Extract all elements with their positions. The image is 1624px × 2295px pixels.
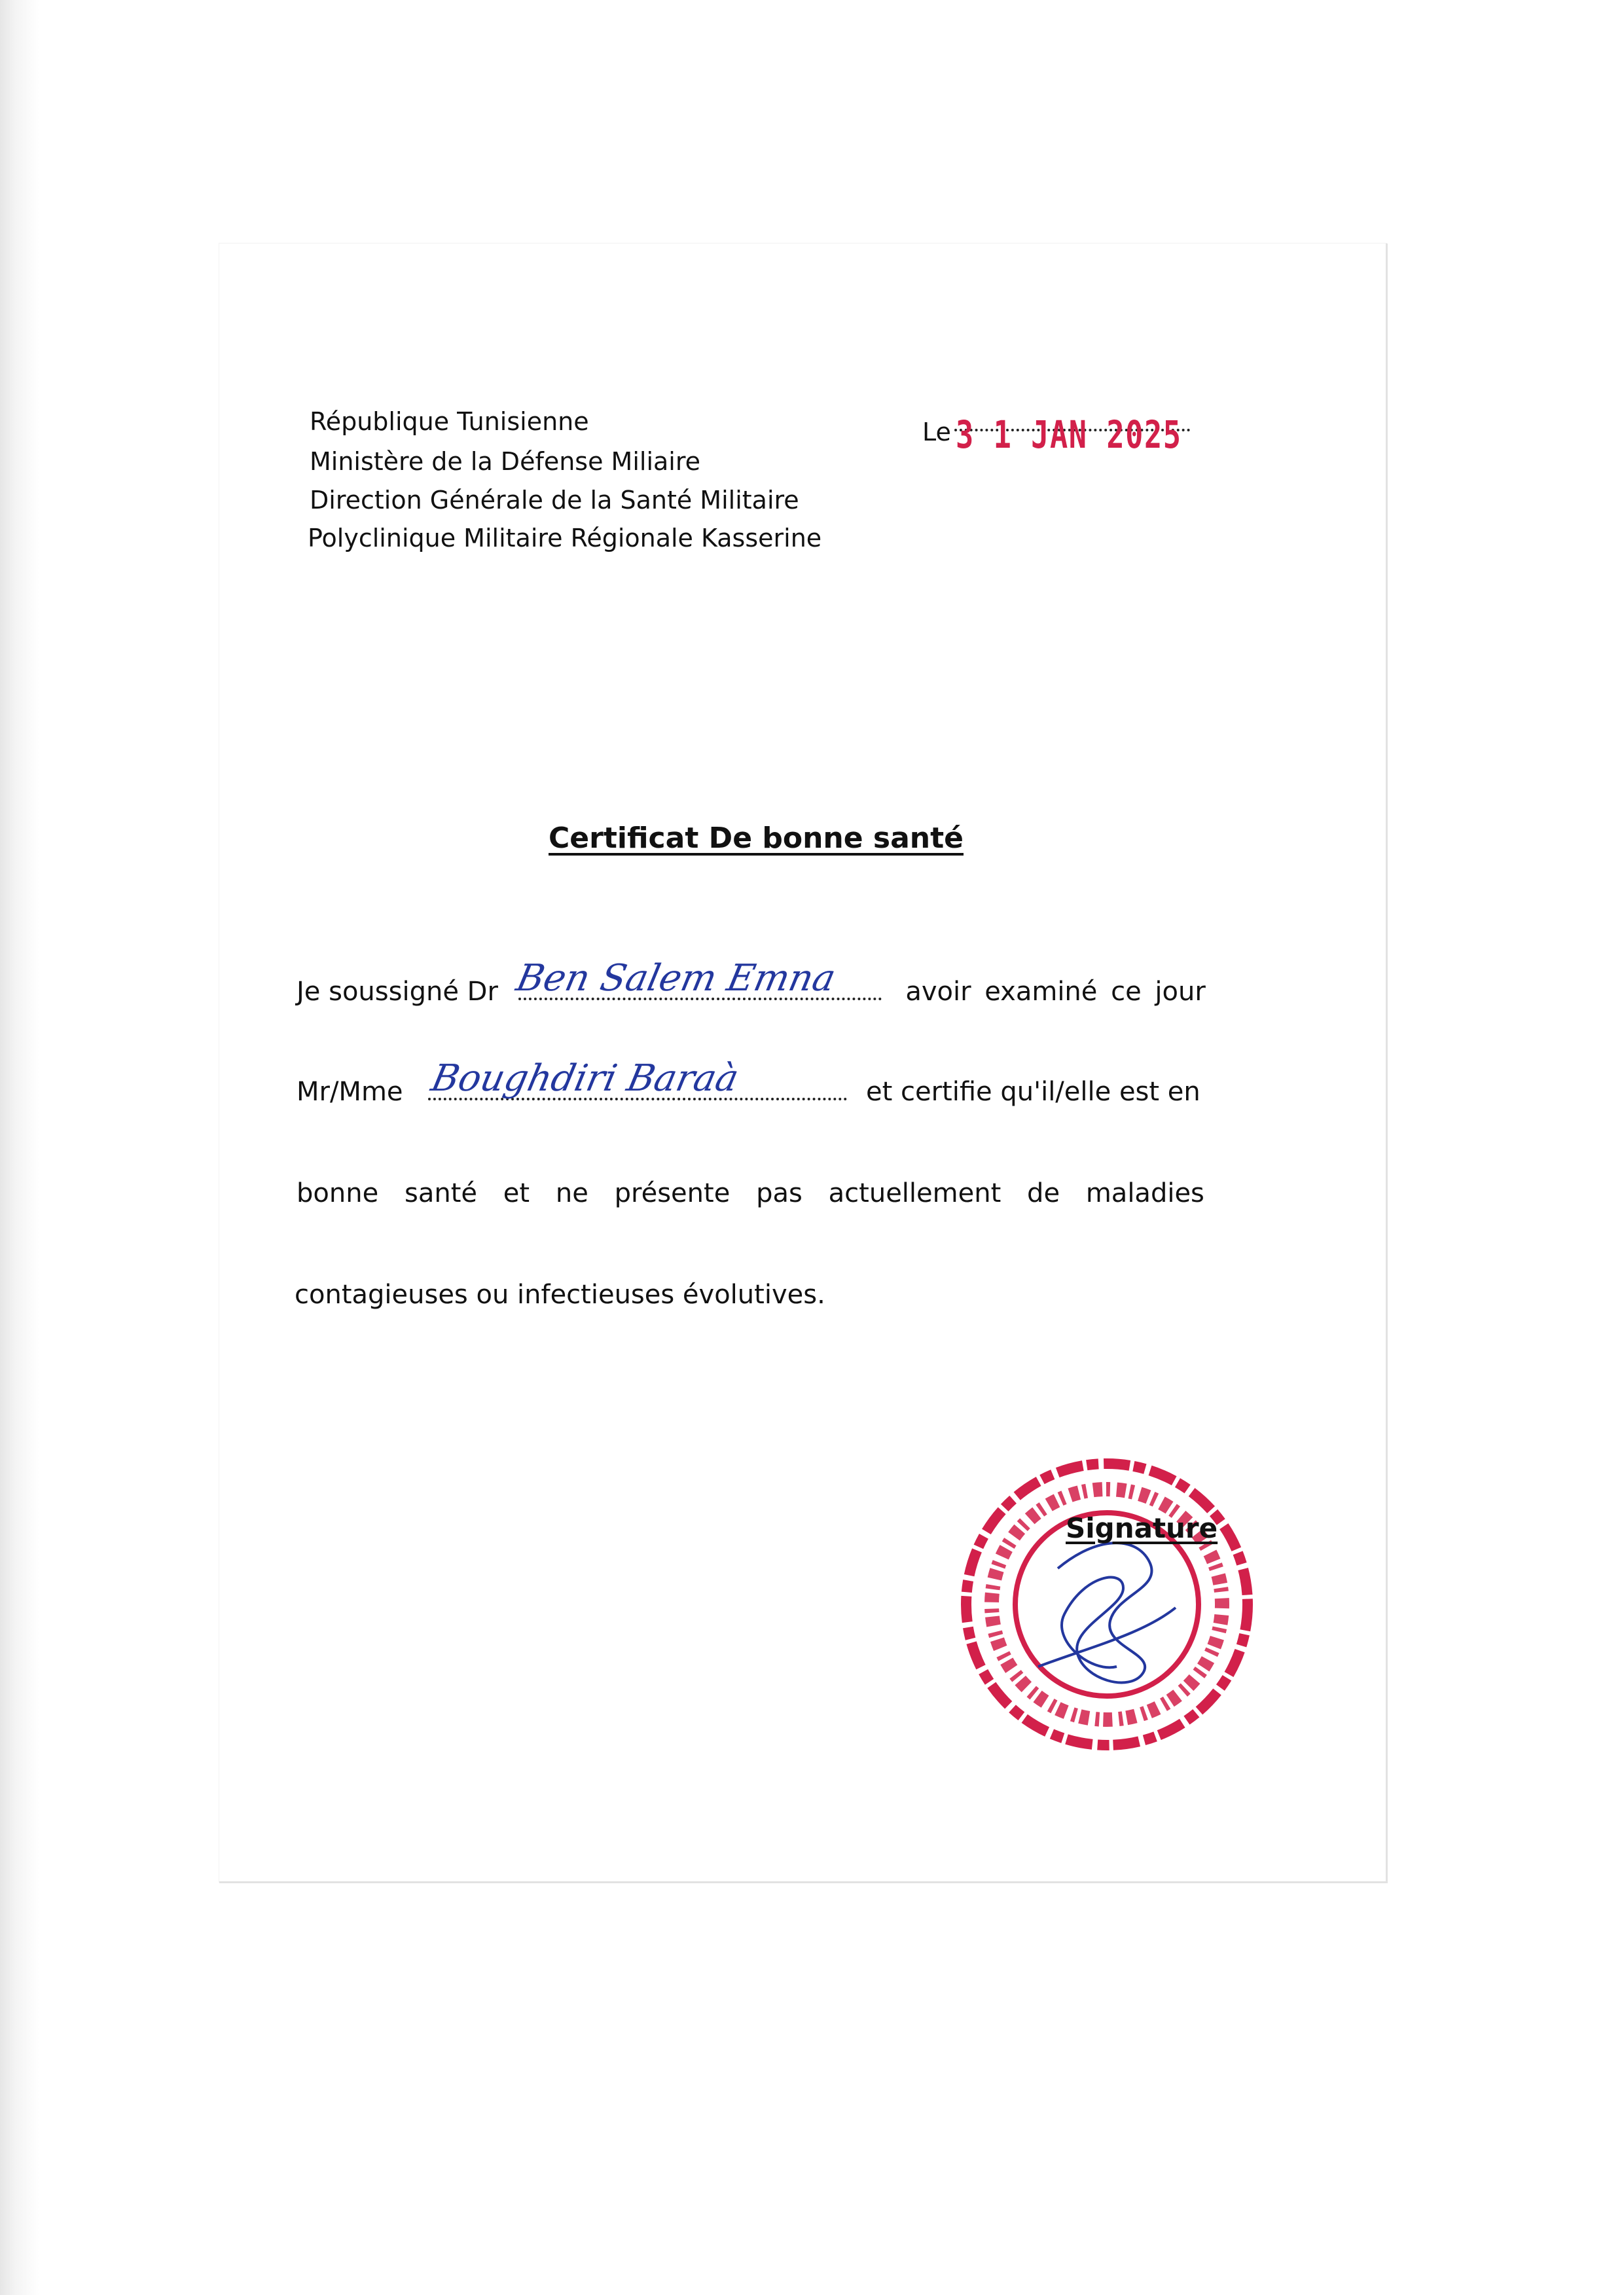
official-stamp bbox=[960, 1457, 1254, 1752]
word: ne bbox=[555, 1178, 588, 1208]
header-line-republic: République Tunisienne bbox=[310, 407, 589, 436]
scan-edge-shadow bbox=[0, 0, 39, 2295]
word: de bbox=[1027, 1178, 1060, 1208]
word: et bbox=[503, 1178, 530, 1208]
patient-suffix: et certifie qu'il/elle est en bbox=[865, 1077, 1200, 1107]
certificate-title: Certificat De bonne santé bbox=[549, 822, 964, 855]
doctor-name-handwritten: Ben Salem Emna bbox=[513, 957, 840, 1000]
word: maladies bbox=[1085, 1178, 1204, 1208]
stamp-outer-ring bbox=[966, 1464, 1248, 1745]
body-line-3 bbox=[297, 1178, 1204, 1208]
doctor-prefix: Je soussigné Dr bbox=[297, 977, 498, 1007]
word: bonne bbox=[297, 1178, 379, 1208]
date-prefix: Le bbox=[922, 418, 951, 446]
body-line-4: contagieuses ou infectieuses évolutives. bbox=[295, 1280, 825, 1310]
date-stamp: 3 1 JAN 2025 bbox=[956, 412, 1182, 457]
word: présente bbox=[614, 1178, 731, 1208]
header-line-direction: Direction Générale de la Santé Militaire bbox=[310, 486, 799, 515]
word: actuellement bbox=[828, 1178, 1001, 1208]
header-line-ministry: Ministère de la Défense Miliaire bbox=[310, 447, 701, 476]
doctor-suffix: avoir examiné ce jour bbox=[905, 977, 1206, 1007]
header-line-polyclinic: Polyclinique Militaire Régionale Kasserine bbox=[308, 524, 822, 552]
word: pas bbox=[756, 1178, 803, 1208]
patient-prefix: Mr/Mme bbox=[297, 1077, 403, 1107]
word: santé bbox=[404, 1178, 477, 1208]
signature-label: Signature bbox=[1066, 1512, 1218, 1544]
patient-name-handwritten: Boughdiri Baraà bbox=[427, 1057, 743, 1100]
handwritten-signature bbox=[1038, 1543, 1176, 1682]
